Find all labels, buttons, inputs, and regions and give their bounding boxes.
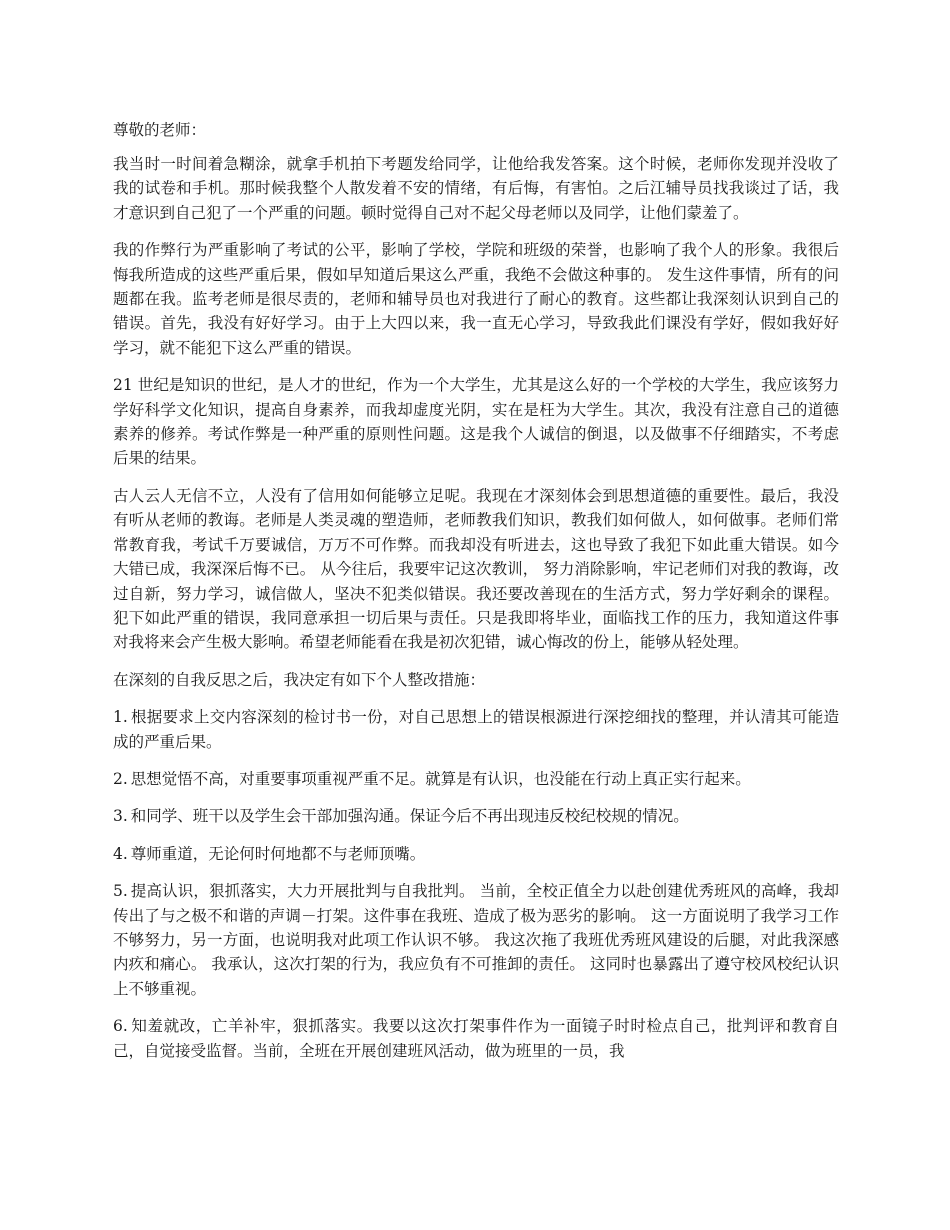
measure-text: 思想觉悟不高，对重要事项重视严重不足。就算是有认识，也没能在行动上真正实行起来。: [130, 769, 751, 788]
measure-item-2: [113, 767, 839, 791]
measure-text: 根据要求上交内容深刻的检讨书一份，对自己思想上的错误根源进行深挖细找的整理，并认清其可能造成的严重后果。: [113, 708, 839, 751]
measure-item-6: [113, 1014, 839, 1063]
measure-text: 提高认识，狠抓落实，大力开展批判与自我批判。 当前，全校正值全力以赴创建优秀班风的高峰，我却传出了与之极不和谐的声调－打架。这件事在我班、造成了极为恶劣的影响。 这一方面说明了我学习工作不够努力，另一方面，也说明我对此项工作认识不够。 我这次拖了我班优秀班风建设的后腿，对此我深感内疚和痛心。 我承认，这次打架的行为，我应负有不可推卸的责任。 这同时也暴露出了遵守校风校纪认识上不够重视。: [113, 882, 839, 998]
salutation: 尊敬的老师：: [113, 121, 207, 139]
measure-number: 5.: [113, 882, 128, 901]
measure-text: 尊师重道，无论何时何地都不与老师顶嘴。: [130, 844, 426, 863]
measure-number: 3.: [113, 807, 128, 826]
measures-list: [113, 705, 839, 1063]
measure-item-4: [113, 842, 839, 866]
measure-item-3: [113, 804, 839, 828]
measure-number: 4.: [113, 844, 128, 863]
measure-text: 知羞就改，亡羊补牢，狠抓落实。我要以这次打架事件作为一面镜子时时检点自己，批判评和教育自己，自觉接受监督。当前，全班在开展创建班风活动，做为班里的一员，我: [113, 1017, 839, 1060]
paragraph-4: 古人云人无信不立，人没有了信用如何能够立足呢。我现在才深刻体会到思想道德的重要性。最后，我没有听从老师的教诲。老师是人类灵魂的塑造师，老师教我们知识，教我们如何做人，如何做事。老师们常常教育我，考试千万要诚信，万万不可作弊。而我却没有听进去，这也导致了我犯下如此重大错误。如今大错已成，我深深后悔不已。 从今往后，我要牢记这次教训， 努力消除影响，牢记老师们对我的教诲，改过自新，努力学习，诚信做人，坚决不犯类似错误。我还要改善现在的生活方式，努力学好剩余的课程。犯下如此严重的错误，我同意承担一切后果与责任。只是我即将毕业，面临找工作的压力，我知道这件事对我将来会产生极大影响。希望老师能看在我是初次犯错，诚心悔改的份上，能够从轻处理。: [113, 486, 839, 652]
measure-number: 2.: [113, 769, 128, 788]
measures-intro: 在深刻的自我反思之后，我决定有如下个人整改措施：: [113, 670, 486, 689]
measure-item-5: [113, 879, 839, 1001]
paragraph-3: 21 世纪是知识的世纪，是人才的世纪，作为一个大学生，尤其是这么好的一个学校的大学生，我应该努力学好科学文化知识，提高自身素养，而我却虚度光阴，实在是枉为大学生。其次，我没有注意自己的道德素养的修养。考试作弊是一种严重的原则性问题。这是我个人诚信的倒退，以及做事不仔细踏实，不考虑后果的结果。: [113, 376, 839, 468]
measure-number: 1.: [113, 708, 128, 727]
paragraph-1: 我当时一时间着急糊涂，就拿手机拍下考题发给同学，让他给我发答案。这个时候，老师你发现并没收了我的试卷和手机。那时候我整个人散发着不安的情绪，有后悔，有害怕。之后江辅导员找我谈过了话，我才意识到自己犯了一个严重的问题。顿时觉得自己对不起父母老师以及同学，让他们蒙羞了。: [113, 155, 839, 222]
document-page: [113, 118, 839, 1076]
measure-number: 6.: [113, 1017, 128, 1036]
measure-item-1: [113, 705, 839, 754]
measure-text: 和同学、班干以及学生会干部加强沟通。保证今后不再出现违反校纪校规的情况。: [130, 807, 689, 826]
paragraph-2: 我的作弊行为严重影响了考试的公平，影响了学校，学院和班级的荣誉，也影响了我个人的形象。我很后悔我所造成的这些严重后果，假如早知道后果这么严重，我绝不会做这种事的。 发生这件事情，所有的问题都在我。监考老师是很尽责的，老师和辅导员也对我进行了耐心的教育。这些都让我深刻认识到自己的错误。首先，我没有好好学习。由于上大四以来，我一直无心学习，导致我此们课没有学好，假如我好好学习，就不能犯下这么严重的错误。: [113, 241, 839, 357]
